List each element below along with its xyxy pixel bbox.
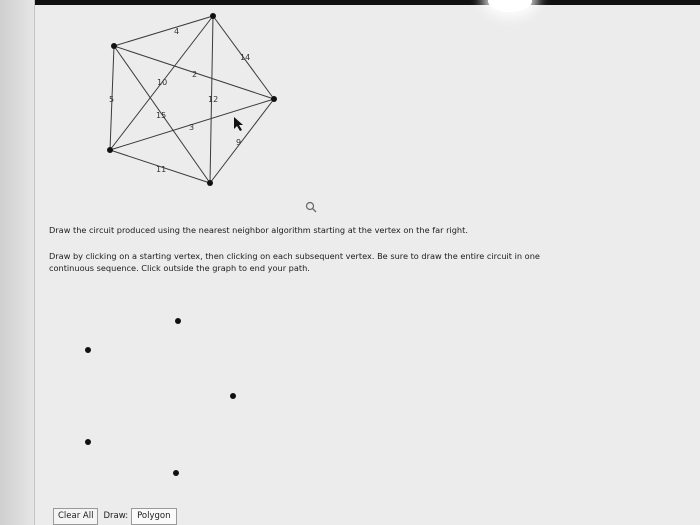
weight-label: 2	[192, 70, 198, 79]
question-text: Draw the circuit produced using the nearest neighbor algorithm starting at the vertex on the far right.	[49, 225, 468, 235]
weight-label: 11	[156, 165, 167, 174]
weight-label: 3	[189, 123, 195, 132]
drawing-toolbar	[53, 508, 177, 525]
left-panel-edge	[0, 0, 35, 525]
draw-mode-select[interactable]: Polygon	[131, 508, 176, 525]
answer-vertex-right[interactable]	[230, 393, 236, 399]
clear-all-button[interactable]: Clear All	[53, 508, 98, 525]
answer-drawing-area[interactable]	[40, 295, 340, 500]
weight-label: 4	[174, 27, 180, 36]
screen-glare	[488, 0, 532, 12]
answer-vertex-bottom[interactable]	[173, 470, 179, 476]
answer-vertex-top[interactable]	[175, 318, 181, 324]
top-bezel	[0, 0, 700, 5]
vertex-top	[210, 13, 216, 19]
weight-label: 15	[156, 111, 167, 120]
arrow-cursor-icon	[234, 117, 243, 131]
weight-label: 9	[236, 138, 242, 147]
weighted-graph	[100, 10, 300, 199]
vertex-lower-left	[107, 147, 113, 153]
vertex-upper-left	[111, 43, 117, 49]
answer-vertex-lower-left[interactable]	[85, 439, 91, 445]
weight-label: 10	[157, 78, 168, 87]
draw-mode-label: Draw:	[103, 511, 129, 521]
edge-top-left-top	[114, 16, 213, 46]
weight-label: 12	[208, 95, 219, 104]
vertex-bottom	[207, 180, 213, 186]
drawing-instructions: Draw by clicking on a starting vertex, then clicking on each subsequent vertex. Be sure to draw the entire circuit in one continuous sequence. Click outside the graph to end your path.	[49, 251, 540, 273]
answer-vertex-upper-left[interactable]	[85, 347, 91, 353]
vertex-right	[271, 96, 277, 102]
magnifier-icon[interactable]	[305, 198, 317, 210]
weight-label: 14	[240, 53, 251, 62]
edge-right-bottom	[210, 99, 274, 183]
weight-label: 5	[109, 95, 115, 104]
